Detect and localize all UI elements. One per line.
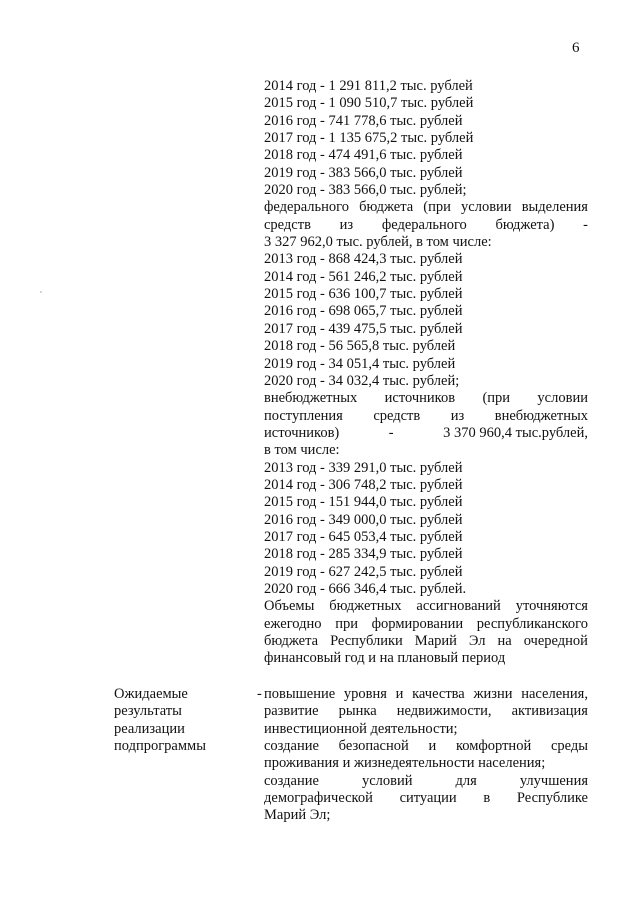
- word: демографической: [264, 790, 373, 807]
- scan-speck: [40, 291, 42, 293]
- extrabudget-heading-line: [264, 390, 588, 407]
- extrabudget-heading-line: [264, 408, 588, 425]
- word: (при: [482, 390, 511, 407]
- year-line: 2020 год - 34 032,4 тыс. рублей;: [264, 372, 460, 389]
- word: -: [388, 424, 394, 441]
- year-line: 2015 год - 1 090 510,7 тыс. рублей: [264, 95, 474, 112]
- word: и: [428, 738, 437, 755]
- word: создание: [264, 738, 319, 755]
- word: поступления: [264, 407, 343, 424]
- word: уровня: [343, 686, 387, 702]
- word: Республике: [516, 790, 588, 807]
- word: жизни: [473, 686, 513, 702]
- word: из: [450, 407, 465, 424]
- year-line: 2017 год - 1 135 675,2 тыс. рублей: [264, 130, 474, 147]
- year-line: 2017 год - 439 475,5 тыс. рублей: [264, 320, 463, 337]
- word: рынка: [338, 703, 377, 720]
- result-line: [264, 773, 588, 790]
- year-line: 2014 год - 561 246,2 тыс. рублей: [264, 268, 463, 285]
- word: повышение: [264, 686, 336, 702]
- label-line: Ожидаемые: [114, 686, 188, 702]
- word: среды: [550, 738, 588, 755]
- financing-block: [264, 78, 588, 668]
- word: Марий: [414, 633, 457, 649]
- note-line: [264, 616, 588, 633]
- label-line: подпрограммы: [114, 738, 206, 755]
- word: ситуации: [399, 790, 457, 807]
- note-line: [264, 598, 588, 615]
- word: в: [483, 790, 491, 807]
- result-line: [264, 686, 588, 703]
- word: республиканского: [476, 615, 588, 632]
- federal-heading-line: [264, 217, 588, 234]
- year-line: 2014 год - 306 748,2 тыс. рублей: [264, 476, 463, 493]
- word: (при: [423, 199, 451, 216]
- word: Эл: [468, 633, 486, 649]
- year-line: 2015 год - 151 944,0 тыс. рублей: [264, 494, 463, 511]
- word: ежегодно: [264, 615, 322, 632]
- word: развитие: [264, 703, 319, 720]
- label-line: реализации: [114, 720, 185, 737]
- result-line: [264, 790, 588, 807]
- word: бюджета: [359, 199, 414, 216]
- year-line: 2019 год - 627 242,5 тыс. рублей: [264, 563, 463, 580]
- year-line: 2016 год - 741 778,6 тыс. рублей: [264, 112, 463, 129]
- results-label: [114, 686, 234, 755]
- word: качества: [412, 686, 465, 702]
- word: для: [455, 772, 477, 789]
- word: внебюджетных: [494, 407, 588, 424]
- year-line: 2015 год - 636 100,7 тыс. рублей: [264, 286, 463, 303]
- word: и: [395, 686, 404, 702]
- word: улучшения: [519, 772, 588, 789]
- word: -: [583, 216, 588, 233]
- word: средств: [373, 407, 421, 424]
- word: бюджета: [264, 633, 319, 649]
- results-dash: -: [257, 686, 262, 702]
- year-line: 2013 год - 868 424,3 тыс. рублей: [264, 251, 463, 268]
- result-line: [264, 738, 588, 755]
- word: условий: [361, 772, 413, 789]
- word: из: [339, 216, 354, 233]
- word: активизация: [511, 703, 588, 720]
- result-line: [264, 703, 588, 720]
- extrabudget-total-line: [264, 425, 588, 442]
- word: Республики: [330, 633, 403, 649]
- word: безопасной: [338, 738, 409, 755]
- year-line: 2017 год - 645 053,4 тыс. рублей: [264, 528, 463, 545]
- year-line: 2013 год - 339 291,0 тыс. рублей: [264, 459, 463, 476]
- word: Объемы: [264, 598, 315, 615]
- year-line: 2018 год - 474 491,6 тыс. рублей: [264, 147, 463, 164]
- year-line: 2019 год - 383 566,0 тыс. рублей: [264, 164, 463, 181]
- word: выделения: [521, 199, 588, 216]
- word: 3 370 960,4 тыс.рублей,: [443, 424, 588, 441]
- word: населения,: [521, 686, 588, 702]
- word: внебюджетных: [264, 390, 358, 407]
- result-line: инвестиционной деятельности;: [264, 720, 458, 737]
- year-line: 2020 год - 666 346,4 тыс. рублей.: [264, 580, 467, 597]
- label-line: результаты: [114, 703, 182, 720]
- result-line: Марий Эл;: [264, 807, 331, 824]
- word: бюджетных: [329, 598, 402, 615]
- word: бюджета): [495, 216, 555, 233]
- word: очередной: [523, 633, 588, 649]
- word: ассигнований: [416, 598, 501, 615]
- year-line: 2016 год - 349 000,0 тыс. рублей: [264, 511, 463, 528]
- year-line: 2016 год - 698 065,7 тыс. рублей: [264, 303, 463, 320]
- word: формировании: [371, 615, 464, 632]
- federal-heading-line: [264, 199, 588, 216]
- result-line: проживания и жизнедеятельности населения;: [264, 755, 546, 772]
- word: уточняются: [515, 598, 588, 615]
- results-block: [264, 686, 588, 825]
- extrabudget-including: в том числе:: [264, 442, 340, 459]
- page-number: 6: [572, 40, 580, 56]
- year-line: 2018 год - 56 565,8 тыс. рублей: [264, 338, 456, 355]
- year-line: 2020 год - 383 566,0 тыс. рублей;: [264, 182, 467, 199]
- word: условии: [537, 390, 588, 407]
- note-line-last: финансовый год и на плановый период: [264, 650, 506, 667]
- word: на: [497, 633, 512, 649]
- word: при: [335, 615, 358, 632]
- word: средств: [264, 216, 311, 233]
- note-line: [264, 633, 588, 650]
- year-line: 2014 год - 1 291 811,2 тыс. рублей: [264, 78, 473, 94]
- word: условии: [461, 199, 512, 216]
- year-line: 2019 год - 34 051,4 тыс. рублей: [264, 355, 456, 372]
- federal-total: 3 327 962,0 тыс. рублей, в том числе:: [264, 234, 492, 251]
- word: недвижимости,: [396, 703, 492, 720]
- word: федерального: [264, 199, 349, 216]
- year-line: 2018 год - 285 334,9 тыс. рублей: [264, 546, 463, 563]
- word: создание: [264, 772, 319, 789]
- word: федерального: [381, 216, 467, 233]
- word: источников: [384, 390, 456, 407]
- word: комфортной: [455, 738, 532, 755]
- word: источников): [264, 424, 340, 441]
